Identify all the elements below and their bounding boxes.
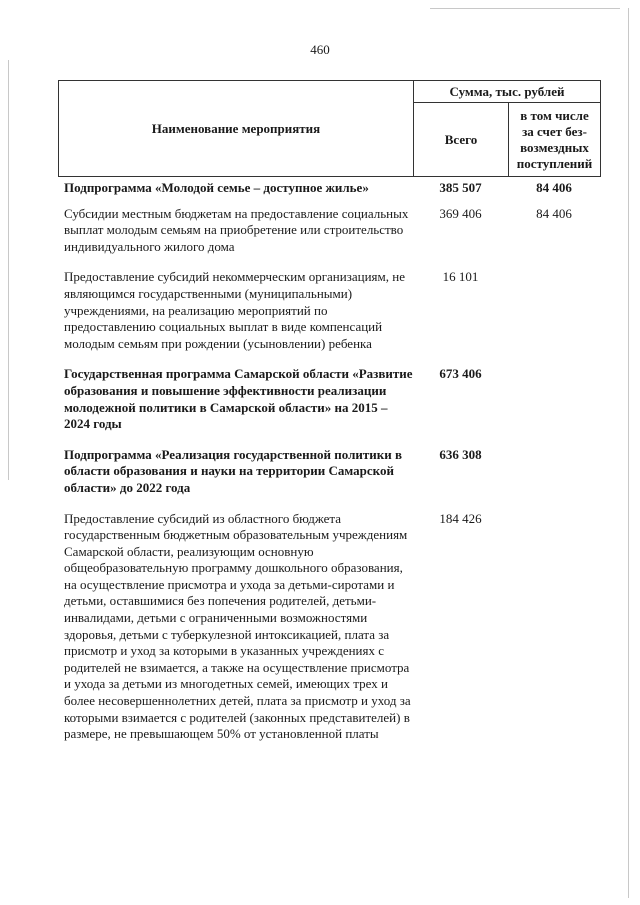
- row-total: 385 507: [439, 180, 482, 195]
- header-grant-column: в том числе за счет без-возмездных поступлений: [509, 103, 601, 177]
- header-name-column: Наименование мероприятия: [59, 81, 414, 177]
- row-grant: [508, 269, 600, 352]
- row-name: Государственная программа Самарской области «Развитие образования и повышение эффективности реализации молодежной политики в Самарской области» на 2015 – 2024 годы: [64, 366, 413, 432]
- left-scan-edge: [8, 60, 9, 480]
- page-number: 460: [310, 42, 330, 57]
- table-row: [58, 511, 600, 743]
- row-total: 369 406: [439, 205, 482, 221]
- row-total: 16 101: [442, 269, 479, 285]
- row-name: Предоставление субсидий из областного бюджета государственным бюджетным образовательным учреждениям Самарской области, реализующим основную общеобразовательную программу дошкольного образования, на осуществление присмотра и ухода за детьми-сиротами и детьми, оставшимися без попечения родителей, детьми-инвалидами, детьми с ограниченными возможностями здоровья, детьми с туберкулезной интоксикацией, плата за присмотр и уход за которыми в указанных учреждениях с родителей не взимается, а также на осуществление присмотра и ухода за детьми из многодетных семей, имеющих трех и более несовершеннолетних детей, плата за присмотр и уход за которыми взимается с родителей (законных представителей) в размере, не превышающем 50% от установленной платы: [64, 510, 411, 742]
- row-grant: 84 406: [536, 205, 572, 221]
- row-grant: [508, 511, 600, 743]
- row-name: Предоставление субсидий некоммерческим организациям, не являющимся государственными (муниципальными) учреждениями, на реализацию мероприятий по предоставлению социальных выплат в виде компенсаций молодым семьям при рождении (усыновлении) ребенка: [64, 269, 405, 351]
- header-sum-group: Сумма, тыс. рублей: [414, 81, 601, 103]
- table-row: [58, 180, 600, 197]
- row-name: Подпрограмма «Реализация государственной политики в области образования и науки на территории Самарской области» до 2022 года: [64, 446, 403, 495]
- table-row: [58, 206, 600, 256]
- row-grant: [508, 447, 600, 497]
- row-total: 673 406: [439, 366, 482, 382]
- table-row: [58, 269, 600, 352]
- row-grant: 84 406: [536, 180, 572, 195]
- row-name: Подпрограмма «Молодой семье – доступное жилье»: [64, 180, 369, 195]
- right-scan-edge: [628, 8, 629, 898]
- table-row: [58, 366, 600, 432]
- row-total: 636 308: [439, 446, 482, 462]
- table-row: [58, 447, 600, 497]
- table-body: [58, 180, 600, 743]
- row-grant: [508, 366, 600, 432]
- top-scan-edge: [430, 8, 620, 9]
- row-total: 184 426: [439, 510, 482, 526]
- table-header: [58, 80, 601, 177]
- row-name: Субсидии местным бюджетам на предоставление социальных выплат молодым семьям на приобретение или строительство индивидуального жилого дома: [64, 205, 409, 254]
- header-total-column: Всего: [414, 103, 509, 177]
